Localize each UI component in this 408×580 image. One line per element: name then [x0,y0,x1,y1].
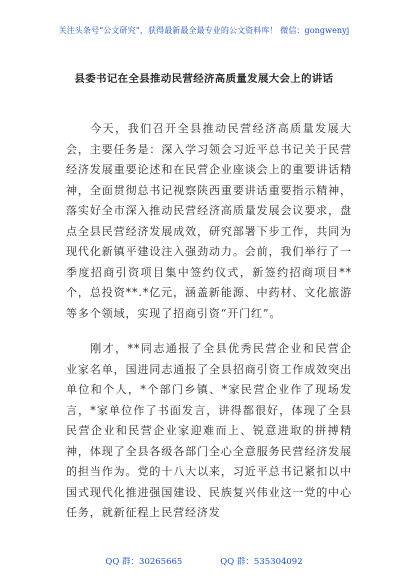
body-paragraph-2: 刚才，**同志通报了全县优秀民营企业和民营企业家名单，国进同志通报了全县招商引资工作成效突出单位和个人，*个部门乡镇、*家民营企业作了现场发言，*家单位作了书面发言，讲得都很好，体现了全县民营企业和民营企业家迎难而上、锐意进取的拼搏精神，体现了全县各级各部门全心全意服务民营经济发展的担当作为。党的十八大以来，习近平总书记紧扣以中国式现代化推进强国建设、民族复兴伟业这一党的中心任务，就新征程上民营经济发 [66,342,352,519]
header-promo-note: 关注头条号“公文研究”，获得最新最全最专业的公文资料库！ 微信：gongwenyj [58,26,350,35]
footer-qq-group-1: QQ 群：30265665 [105,557,183,567]
footer-qq-group-2: QQ 群：535304092 [220,557,303,567]
footer-contact [0,555,408,567]
document-title: 县委书记在全县推动民营经济高质量发展大会上的讲话 [74,73,334,85]
body-paragraph-1: 今天，我们召开全县推动民营经济高质量发展大会，主要任务是：深入学习领会习近平总书记关于民营经济发展重要论述和在民营企业座谈会上的重要讲话精神，全面贯彻总书记视察陕西重要讲话重要指示精神，落实好全市深入推动民营经济高质量发展会议要求，盘点全县民营经济发展成效，研究部署下步工作，共同为现代化新镇平建设注入强劲动力。会前，我们举行了一季度招商引资项目集中签约仪式，新签约招商项目**个，总投资**.*亿元，涵盖新能源、中药材、文化旅游等多个领域，实现了招商引资“开门红”。 [66,122,352,320]
